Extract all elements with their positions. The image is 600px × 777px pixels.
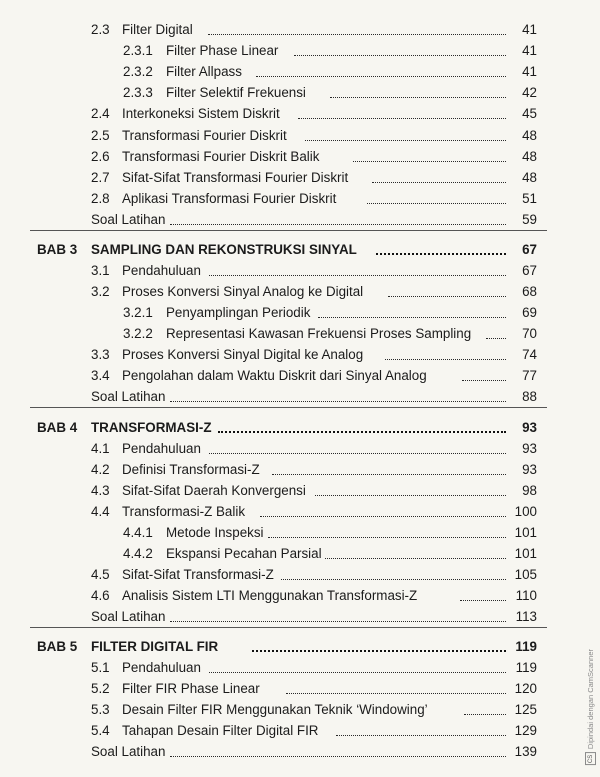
chapter-number: BAB 5: [37, 639, 78, 654]
section-title: Sifat-Sifat Transformasi-Z: [122, 567, 274, 582]
chapter-divider: [30, 407, 547, 408]
page-number: 77: [522, 368, 537, 383]
toc-entry: [0, 677, 600, 697]
section-number: 2.6: [91, 149, 110, 164]
toc-chapter-entry: [0, 238, 600, 258]
section-number: 2.7: [91, 170, 110, 185]
section-title: Filter Allpass: [166, 64, 242, 79]
section-title: Sifat-Sifat Transformasi Fourier Diskrit: [122, 170, 349, 185]
section-title: Filter FIR Phase Linear: [122, 681, 260, 696]
page-number: 59: [522, 212, 537, 227]
section-number: 5.3: [91, 702, 110, 717]
dot-leader: [209, 453, 506, 454]
toc-entry: [0, 719, 600, 739]
section-title: Penyamplingan Periodik: [166, 305, 311, 320]
dot-leader: [336, 735, 506, 736]
section-title: Representasi Kawasan Frekuensi Proses Sampling: [166, 326, 472, 341]
toc-entry: [0, 60, 600, 80]
section-number: 3.1: [91, 263, 110, 278]
section-number: 4.4: [91, 504, 110, 519]
section-number: 4.1: [91, 441, 110, 456]
section-number: 3.3: [91, 347, 110, 362]
page-number: 100: [514, 504, 537, 519]
toc-entry: [0, 542, 600, 562]
toc-entry: [0, 81, 600, 101]
dot-leader: [256, 76, 506, 77]
dot-leader: [460, 600, 506, 601]
section-number: 5.2: [91, 681, 110, 696]
dot-leader: [170, 401, 506, 402]
page-number: 41: [522, 43, 537, 58]
chapter-divider: [30, 627, 547, 628]
section-title: Proses Konversi Sinyal Analog ke Digital: [122, 284, 364, 299]
section-title: Filter Digital: [122, 22, 193, 37]
dot-leader: [272, 474, 506, 475]
dot-leader: [325, 558, 506, 559]
scanner-watermark: [585, 649, 596, 765]
section-title: Pengolahan dalam Waktu Diskrit dari Sinyal Analog: [122, 368, 427, 383]
toc-entry-exercises: [0, 385, 600, 405]
page-number: 69: [522, 305, 537, 320]
dot-leader: [372, 182, 506, 183]
dot-leader: [170, 756, 506, 757]
toc-entry: [0, 500, 600, 520]
dot-leader: [209, 672, 506, 673]
toc-entry: [0, 301, 600, 321]
section-number: 5.4: [91, 723, 110, 738]
section-number: 2.3: [91, 22, 110, 37]
dot-leader: [260, 516, 506, 517]
page-number: 119: [515, 639, 537, 654]
page-number: 48: [522, 128, 537, 143]
dot-leader: [376, 253, 506, 255]
dot-leader: [281, 579, 506, 580]
page-number: 42: [522, 85, 537, 100]
camscanner-logo-icon: CS: [585, 752, 596, 765]
dot-leader: [486, 338, 506, 339]
dot-leader: [464, 714, 506, 715]
section-number: 4.4.2: [123, 546, 153, 561]
exercises-title: Soal Latihan: [91, 744, 166, 759]
toc-entry: [0, 437, 600, 457]
section-number: 4.3: [91, 483, 110, 498]
page-number: 101: [514, 546, 537, 561]
toc-entry: [0, 187, 600, 207]
section-number: 3.2: [91, 284, 110, 299]
section-number: 4.4.1: [123, 525, 153, 540]
exercises-title: Soal Latihan: [91, 389, 166, 404]
exercises-title: Soal Latihan: [91, 609, 166, 624]
dot-leader: [388, 296, 506, 297]
toc-entry: [0, 259, 600, 279]
page-number: 101: [514, 525, 537, 540]
toc-entry: [0, 39, 600, 59]
dot-leader: [170, 224, 506, 225]
toc-entry: [0, 458, 600, 478]
section-title: Ekspansi Pecahan Parsial: [166, 546, 322, 561]
chapter-title: SAMPLING DAN REKONSTRUKSI SINYAL: [91, 242, 357, 257]
toc-entry: [0, 656, 600, 676]
page-number: 93: [522, 441, 537, 456]
toc-entry-exercises: [0, 605, 600, 625]
toc-entry-exercises: [0, 740, 600, 760]
section-title: Interkoneksi Sistem Diskrit: [122, 106, 280, 121]
dot-leader: [367, 203, 506, 204]
dot-leader: [208, 34, 506, 35]
chapter-title: FILTER DIGITAL FIR: [91, 639, 219, 654]
page-number: 68: [522, 284, 537, 299]
page-number: 110: [515, 588, 537, 603]
toc-chapter-entry: [0, 416, 600, 436]
page-number: 119: [515, 660, 537, 675]
page-number: 88: [522, 389, 537, 404]
page-number: 139: [514, 744, 537, 759]
chapter-title: TRANSFORMASI-Z: [91, 420, 212, 435]
dot-leader: [209, 275, 506, 276]
exercises-title: Soal Latihan: [91, 212, 166, 227]
section-title: Proses Konversi Sinyal Digital ke Analog: [122, 347, 364, 362]
section-title: Pendahuluan: [122, 263, 201, 278]
section-number: 3.4: [91, 368, 110, 383]
section-number: 2.3.2: [123, 64, 153, 79]
page-number: 93: [522, 420, 537, 435]
page-number: 125: [514, 702, 537, 717]
dot-leader: [298, 118, 506, 119]
toc-entry: [0, 364, 600, 384]
toc-entry: [0, 563, 600, 583]
toc-entry: [0, 166, 600, 186]
dot-leader: [268, 537, 506, 538]
toc-entry: [0, 584, 600, 604]
page-number: 41: [522, 22, 537, 37]
section-title: Tahapan Desain Filter Digital FIR: [122, 723, 319, 738]
dot-leader: [252, 650, 506, 652]
section-number: 4.6: [91, 588, 110, 603]
page-number: 120: [514, 681, 537, 696]
dot-leader: [330, 97, 506, 98]
toc-entry: [0, 698, 600, 718]
toc-entry: [0, 322, 600, 342]
section-title: Filter Phase Linear: [166, 43, 279, 58]
dot-leader: [353, 161, 506, 162]
section-title: Metode Inspeksi: [166, 525, 264, 540]
toc-entry: [0, 124, 600, 144]
section-number: 4.2: [91, 462, 110, 477]
dot-leader: [170, 621, 506, 622]
page-number: 48: [522, 170, 537, 185]
dot-leader: [218, 431, 506, 433]
chapter-number: BAB 3: [37, 242, 78, 257]
page-number: 93: [522, 462, 537, 477]
toc-chapter-entry: [0, 635, 600, 655]
section-title: Desain Filter FIR Menggunakan Teknik ‘Windowing’: [122, 702, 428, 717]
section-number: 5.1: [91, 660, 110, 675]
toc-entry: [0, 343, 600, 363]
dot-leader: [294, 55, 506, 56]
section-title: Pendahuluan: [122, 660, 201, 675]
page-number: 129: [514, 723, 537, 738]
page-number: 67: [522, 263, 537, 278]
page-number: 98: [522, 483, 537, 498]
page-number: 67: [522, 242, 537, 257]
scanner-watermark-text: Dipindai dengan CamScanner: [586, 648, 595, 749]
section-number: 3.2.2: [123, 326, 153, 341]
toc-entry: [0, 18, 600, 38]
toc-entry: [0, 521, 600, 541]
page-number: 41: [522, 64, 537, 79]
page-number: 48: [522, 149, 537, 164]
dot-leader: [385, 359, 506, 360]
page-number: 51: [522, 191, 537, 206]
section-number: 3.2.1: [123, 305, 153, 320]
page-number: 45: [522, 106, 537, 121]
dot-leader: [305, 140, 506, 141]
dot-leader: [286, 693, 506, 694]
section-number: 2.4: [91, 106, 110, 121]
dot-leader: [318, 317, 506, 318]
toc-entry: [0, 102, 600, 122]
toc-entry: [0, 280, 600, 300]
dot-leader: [462, 380, 506, 381]
section-number: 2.3.3: [123, 85, 153, 100]
page-number: 74: [522, 347, 537, 362]
section-number: 2.5: [91, 128, 110, 143]
page-number: 113: [515, 609, 537, 624]
section-title: Analisis Sistem LTI Menggunakan Transformasi-Z: [122, 588, 418, 603]
section-title: Filter Selektif Frekuensi: [166, 85, 306, 100]
section-title: Pendahuluan: [122, 441, 201, 456]
section-number: 2.3.1: [123, 43, 153, 58]
section-title: Definisi Transformasi-Z: [122, 462, 260, 477]
toc-entry-exercises: [0, 208, 600, 228]
toc-entry: [0, 145, 600, 165]
section-title: Transformasi Fourier Diskrit: [122, 128, 287, 143]
page-number: 105: [514, 567, 537, 582]
section-title: Transformasi Fourier Diskrit Balik: [122, 149, 320, 164]
section-number: 4.5: [91, 567, 110, 582]
section-title: Sifat-Sifat Daerah Konvergensi: [122, 483, 306, 498]
section-title: Aplikasi Transformasi Fourier Diskrit: [122, 191, 337, 206]
section-title: Transformasi-Z Balik: [122, 504, 246, 519]
page-number: 70: [522, 326, 537, 341]
chapter-divider: [30, 230, 547, 231]
section-number: 2.8: [91, 191, 110, 206]
toc-entry: [0, 479, 600, 499]
dot-leader: [315, 495, 506, 496]
chapter-number: BAB 4: [37, 420, 78, 435]
